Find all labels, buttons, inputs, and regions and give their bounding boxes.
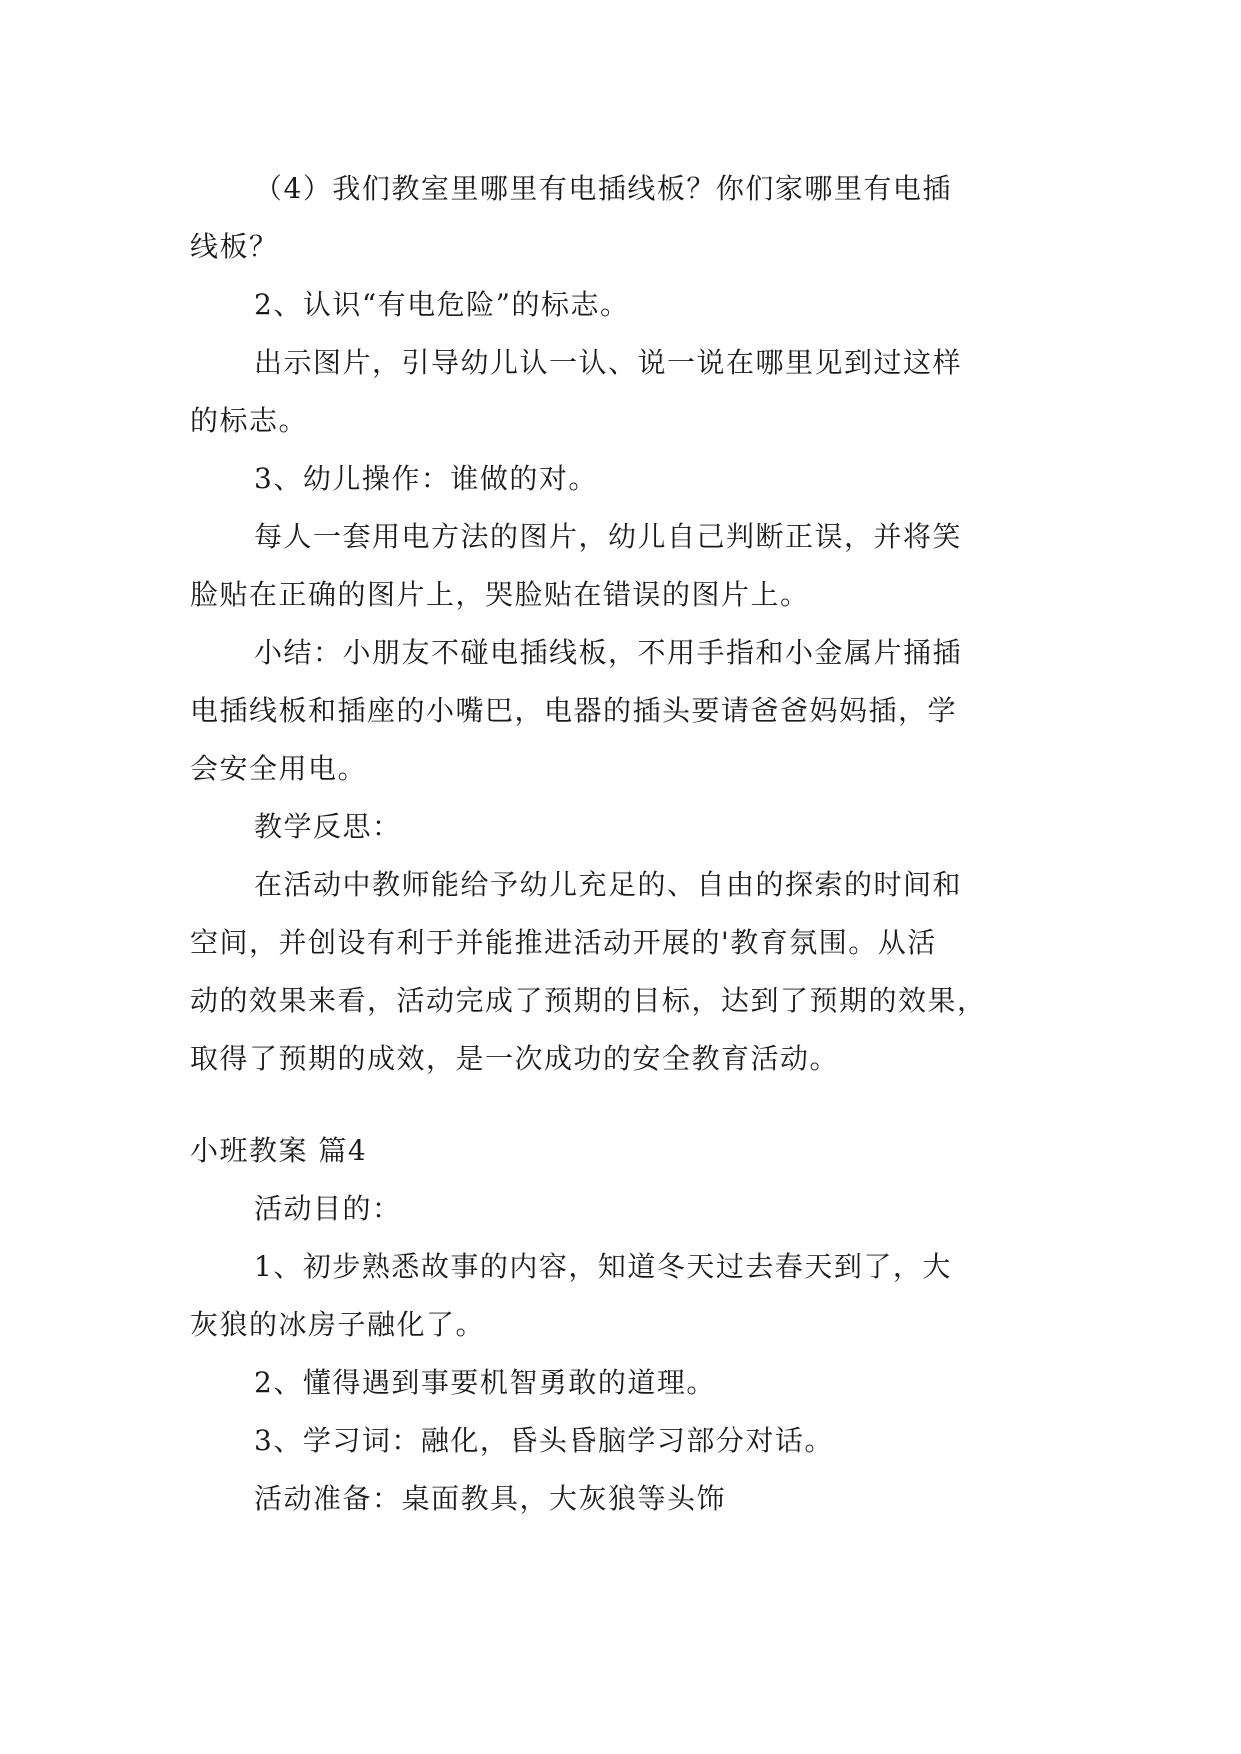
- paragraph-line: 电插线板和插座的小嘴巴，电器的插头要请爸爸妈妈插，学: [190, 694, 958, 727]
- paragraph-line: 出示图片，引导幼儿认一认、说一说在哪里见到过这样: [254, 346, 963, 379]
- paragraph-line: 灰狼的冰房子融化了。: [190, 1308, 486, 1341]
- paragraph-line: 小结：小朋友不碰电插线板，不用手指和小金属片捅插: [254, 636, 963, 669]
- paragraph-line: 每人一套用电方法的图片，幼儿自己判断正误，并将笑: [254, 520, 963, 553]
- paragraph-line: 脸贴在正确的图片上，哭脸贴在错误的图片上。: [190, 578, 810, 611]
- paragraph-line: 空间，并创设有利于并能推进活动开展的'教育氛围。从活: [190, 926, 937, 959]
- paragraph-line: 1、初步熟悉故事的内容，知道冬天过去春天到了，大: [254, 1250, 952, 1283]
- section-heading: 小班教案 篇4: [190, 1134, 368, 1167]
- paragraph-line: 3、幼儿操作：谁做的对。: [254, 462, 598, 495]
- paragraph-line: 2、认识“有电危险”的标志。: [254, 288, 630, 321]
- paragraph-line: 会安全用电。: [190, 752, 368, 785]
- paragraph-line: 动的效果来看，活动完成了预期的目标，达到了预期的效果，: [190, 984, 987, 1017]
- paragraph-line: 教学反思：: [254, 810, 402, 843]
- paragraph-line: 3、学习词：融化，昏头昏脑学习部分对话。: [254, 1424, 834, 1457]
- paragraph-line: 的标志。: [190, 404, 309, 437]
- paragraph-line: 线板？: [190, 230, 279, 263]
- paragraph-line: 取得了预期的成效，是一次成功的安全教育活动。: [190, 1042, 840, 1075]
- paragraph-line: 活动目的：: [254, 1192, 402, 1225]
- paragraph-line: 2、懂得遇到事要机智勇敢的道理。: [254, 1366, 716, 1399]
- paragraph-line: 活动准备：桌面教具，大灰狼等头饰: [254, 1482, 727, 1515]
- paragraph-line: 在活动中教师能给予幼儿充足的、自由的探索的时间和: [254, 868, 963, 901]
- paragraph-line: （4）我们教室里哪里有电插线板？你们家哪里有电插: [254, 172, 952, 205]
- document-body: [190, 160, 1052, 1528]
- section-gap: [190, 1088, 1052, 1122]
